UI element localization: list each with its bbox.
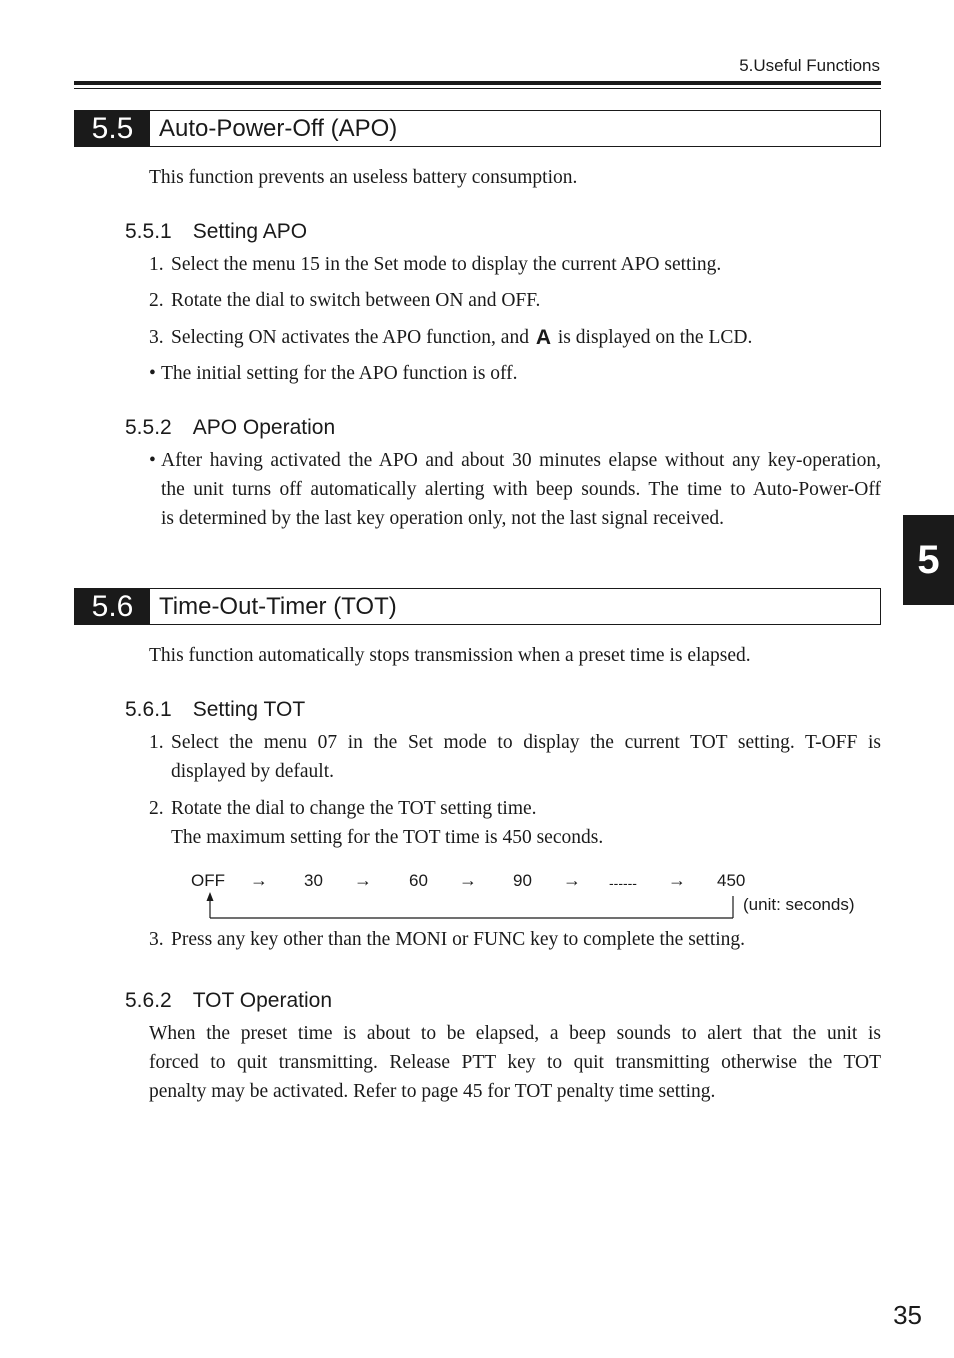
subsection-number: 5.5.1 bbox=[125, 220, 172, 243]
list-item bbox=[149, 728, 881, 786]
list-marker: 3. bbox=[149, 327, 164, 348]
bullet-marker: • bbox=[149, 363, 156, 384]
list-item bbox=[149, 794, 881, 852]
section-intro: This function automatically stops transmission when a preset time is elapsed. bbox=[149, 645, 751, 666]
subsection-number: 5.6.1 bbox=[125, 698, 172, 721]
subsection-heading-setting-apo bbox=[125, 220, 307, 244]
list-item bbox=[149, 250, 881, 279]
subsection-number: 5.5.2 bbox=[125, 416, 172, 439]
section-intro: This function prevents an useless battery consumption. bbox=[149, 167, 578, 188]
list-marker: 3. bbox=[149, 929, 164, 950]
subsection-heading-tot-operation bbox=[125, 989, 332, 1013]
text-line: displayed by default. bbox=[171, 761, 334, 782]
text-line: the unit turns off automatically alerting with beep sounds. The time to Auto-Power-Off bbox=[161, 479, 881, 500]
bullet-marker: • bbox=[149, 450, 156, 471]
list-item bbox=[149, 323, 881, 352]
header-rule-thick bbox=[74, 81, 881, 85]
sequence-ellipsis: ------ bbox=[609, 875, 637, 891]
list-text: Press any key other than the MONI or FUNC key to complete the setting. bbox=[171, 929, 746, 950]
section-title: Auto-Power-Off (APO) bbox=[159, 115, 398, 142]
page-number: 35 bbox=[893, 1300, 922, 1330]
paragraph-tot-operation bbox=[149, 1019, 881, 1106]
text-line: forced to quit transmitting. Release PTT key to quit transmitting otherwise the TOT bbox=[149, 1052, 881, 1073]
list-marker: 2. bbox=[149, 290, 164, 311]
subsection-heading-apo-operation bbox=[125, 416, 335, 440]
subsection-title: Setting TOT bbox=[192, 698, 306, 721]
list-item bbox=[149, 925, 881, 954]
list-text bbox=[171, 728, 881, 786]
arrow-right-icon: → bbox=[354, 870, 372, 890]
list-text bbox=[161, 446, 881, 533]
list-text-before: Selecting ON activates the APO function, and bbox=[171, 327, 529, 348]
list-text: Rotate the dial to switch between ON and OFF. bbox=[171, 290, 541, 311]
subsection-number: 5.6.2 bbox=[125, 989, 172, 1012]
list-text: Select the menu 15 in the Set mode to display the current APO setting. bbox=[171, 254, 722, 275]
text-line: When the preset time is about to be elapsed, a beep sounds to alert that the unit is bbox=[149, 1023, 881, 1044]
text-line: After having activated the APO and about 30 minutes elapse without any key-operation, bbox=[161, 450, 881, 471]
text-line: The maximum setting for the TOT time is 450 seconds. bbox=[171, 827, 604, 848]
text-line: is determined by the last key operation only, not the last signal received. bbox=[161, 508, 724, 529]
text-line: Rotate the dial to change the TOT setting time. bbox=[171, 798, 537, 819]
text-line: penalty may be activated. Refer to page 45 for TOT penalty time setting. bbox=[149, 1081, 716, 1102]
section-heading-tot bbox=[74, 588, 881, 625]
list-item bbox=[149, 286, 881, 315]
header-rule-thin bbox=[74, 88, 881, 89]
chapter-tab: 5 bbox=[903, 515, 954, 605]
return-loop-line bbox=[200, 888, 745, 922]
list-text bbox=[171, 323, 881, 352]
arrow-right-icon: → bbox=[250, 870, 268, 890]
sequence-step: 450 bbox=[717, 871, 746, 890]
section-heading-apo bbox=[74, 110, 881, 147]
arrow-right-icon: → bbox=[563, 870, 581, 890]
subsection-title: TOT Operation bbox=[192, 989, 333, 1012]
sequence-step: 90 bbox=[513, 871, 532, 890]
list-marker: 1. bbox=[149, 732, 164, 753]
subsection-heading-setting-tot bbox=[125, 698, 305, 722]
list-text: The initial setting for the APO function is off. bbox=[161, 363, 518, 384]
section-number: 5.5 bbox=[75, 111, 150, 146]
sequence-step: 60 bbox=[409, 871, 428, 890]
list-text bbox=[171, 794, 881, 852]
sequence-step: 30 bbox=[304, 871, 323, 890]
list-marker: 2. bbox=[149, 798, 164, 819]
section-title: Time-Out-Timer (TOT) bbox=[159, 593, 397, 620]
list-marker: 1. bbox=[149, 254, 164, 275]
unit-note: (unit: seconds) bbox=[743, 895, 855, 914]
section-number: 5.6 bbox=[75, 589, 150, 624]
sequence-step: OFF bbox=[191, 871, 225, 890]
list-item bbox=[149, 359, 881, 388]
apo-indicator-icon: A bbox=[535, 326, 552, 349]
running-head: 5.Useful Functions bbox=[739, 56, 880, 75]
subsection-title: Setting APO bbox=[192, 220, 308, 243]
list-text-after: is displayed on the LCD. bbox=[557, 327, 753, 348]
list-item bbox=[149, 446, 881, 533]
text-line: Select the menu 07 in the Set mode to display the current TOT setting. T-OFF is bbox=[171, 732, 881, 753]
arrow-right-icon: → bbox=[459, 870, 477, 890]
arrow-right-icon: → bbox=[668, 870, 686, 890]
subsection-title: APO Operation bbox=[192, 416, 336, 439]
